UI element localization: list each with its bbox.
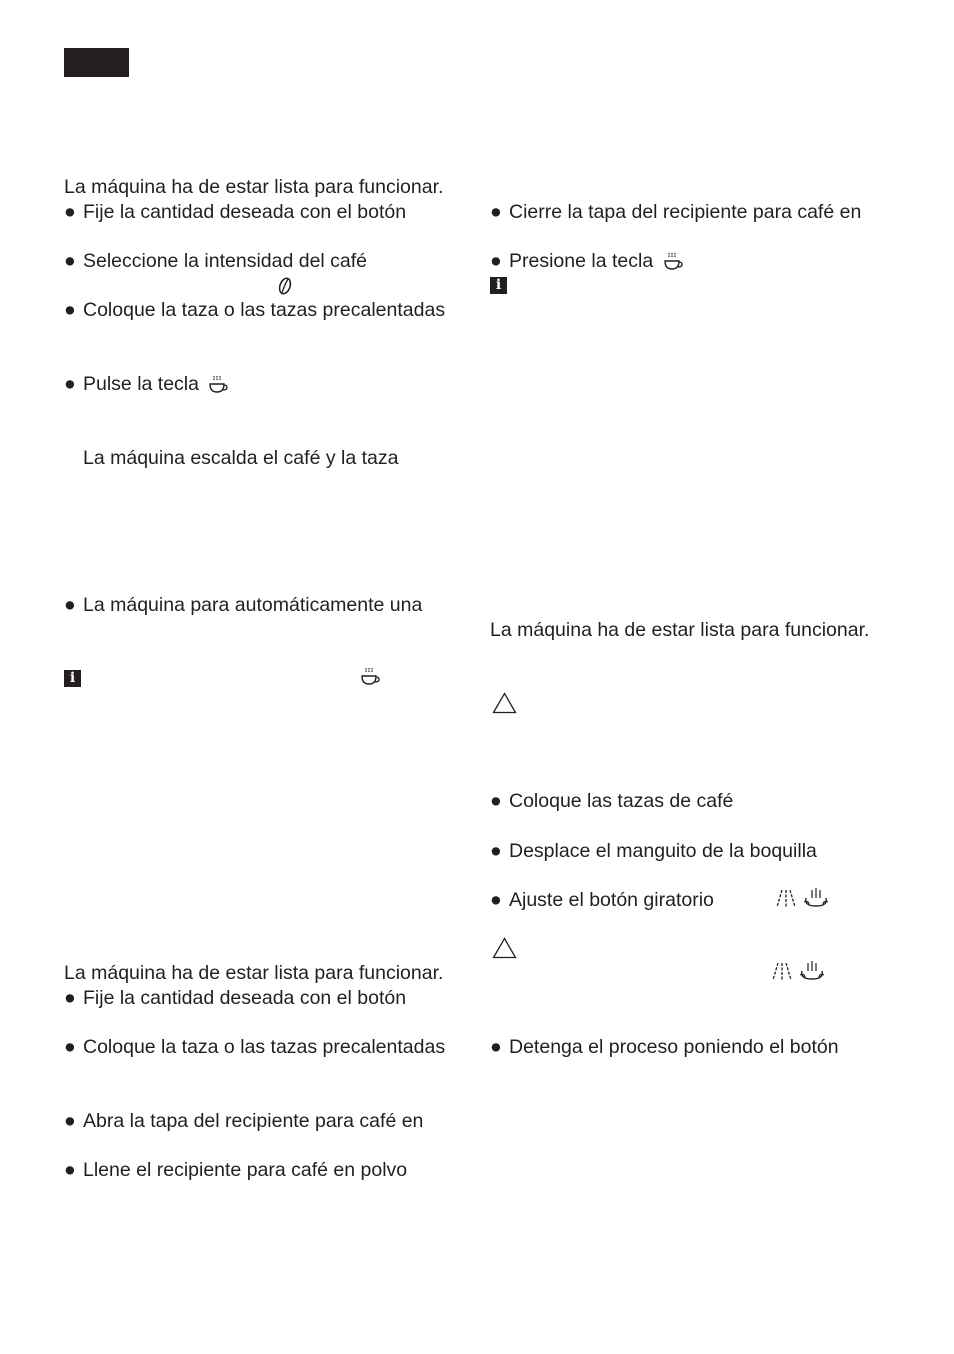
list-item bbox=[64, 298, 445, 322]
list-item bbox=[490, 789, 733, 813]
cup-icon bbox=[208, 375, 228, 395]
steam-icon bbox=[774, 888, 798, 910]
warning-triangle-icon bbox=[492, 937, 517, 959]
bullet: ● bbox=[490, 790, 502, 812]
list-item bbox=[490, 839, 817, 863]
machine-scalds-text: La máquina escalda el café y la taza bbox=[83, 447, 399, 469]
bullet: ● bbox=[64, 1159, 76, 1181]
coffee-bean-icon bbox=[276, 276, 294, 296]
list-item-text: Presione la tecla bbox=[509, 250, 654, 272]
list-item-text: Fije la cantidad deseada con el botón bbox=[83, 987, 407, 1009]
ready-text-right: La máquina ha de estar lista para funcionar. bbox=[490, 619, 870, 641]
ready-text-1: La máquina ha de estar lista para funcionar. bbox=[64, 176, 444, 198]
bullet: ● bbox=[64, 299, 76, 321]
list-item-text: Abra la tapa del recipiente para café en bbox=[83, 1110, 424, 1132]
cup-icon bbox=[663, 252, 683, 272]
bullet: ● bbox=[64, 987, 76, 1009]
list-item bbox=[490, 888, 714, 912]
list-item bbox=[490, 1035, 839, 1059]
ready-text-2: La máquina ha de estar lista para funcionar. bbox=[64, 962, 444, 984]
list-item bbox=[64, 200, 406, 224]
warning-triangle-icon bbox=[492, 692, 517, 714]
list-item bbox=[64, 249, 367, 273]
list-item-text: Coloque las tazas de café bbox=[509, 790, 734, 812]
list-item-text: La máquina para automáticamente una bbox=[83, 594, 423, 616]
bullet: ● bbox=[490, 889, 502, 911]
bullet: ● bbox=[490, 250, 502, 272]
hot-water-icon bbox=[798, 959, 826, 983]
list-item-text: Cierre la tapa del recipiente para café en bbox=[509, 201, 862, 223]
info-icon: i bbox=[64, 670, 81, 687]
bullet: ● bbox=[490, 1036, 502, 1058]
bullet: ● bbox=[64, 594, 76, 616]
list-item bbox=[64, 1035, 445, 1059]
list-item bbox=[490, 200, 861, 224]
list-item bbox=[64, 593, 422, 617]
list-item-text: Pulse la tecla bbox=[83, 373, 199, 395]
list-item-text: Detenga el proceso poniendo el botón bbox=[509, 1036, 839, 1058]
list-item-text: Coloque la taza o las tazas precalentadas bbox=[83, 1036, 446, 1058]
list-item-text: Desplace el manguito de la boquilla bbox=[509, 840, 817, 862]
list-item-text: Seleccione la intensidad del café bbox=[83, 250, 368, 272]
info-icon: i bbox=[490, 277, 507, 294]
bullet: ● bbox=[64, 201, 76, 223]
list-item-text: Llene el recipiente para café en polvo bbox=[83, 1159, 408, 1181]
bullet: ● bbox=[64, 1110, 76, 1132]
list-item bbox=[64, 372, 228, 396]
bullet: ● bbox=[490, 840, 502, 862]
bullet: ● bbox=[490, 201, 502, 223]
steam-icon bbox=[770, 961, 794, 983]
bullet: ● bbox=[64, 1036, 76, 1058]
bullet: ● bbox=[64, 373, 76, 395]
list-item bbox=[64, 986, 406, 1010]
cup-icon bbox=[360, 667, 380, 687]
section-tab bbox=[64, 48, 129, 77]
list-item bbox=[64, 1109, 423, 1133]
list-item-text: Coloque la taza o las tazas precalentadas bbox=[83, 299, 446, 321]
list-item-text: Ajuste el botón giratorio bbox=[509, 889, 714, 911]
list-item bbox=[490, 249, 683, 273]
hot-water-icon bbox=[802, 886, 830, 910]
list-item bbox=[64, 1158, 407, 1182]
bullet: ● bbox=[64, 250, 76, 272]
list-item-text: Fije la cantidad deseada con el botón bbox=[83, 201, 407, 223]
